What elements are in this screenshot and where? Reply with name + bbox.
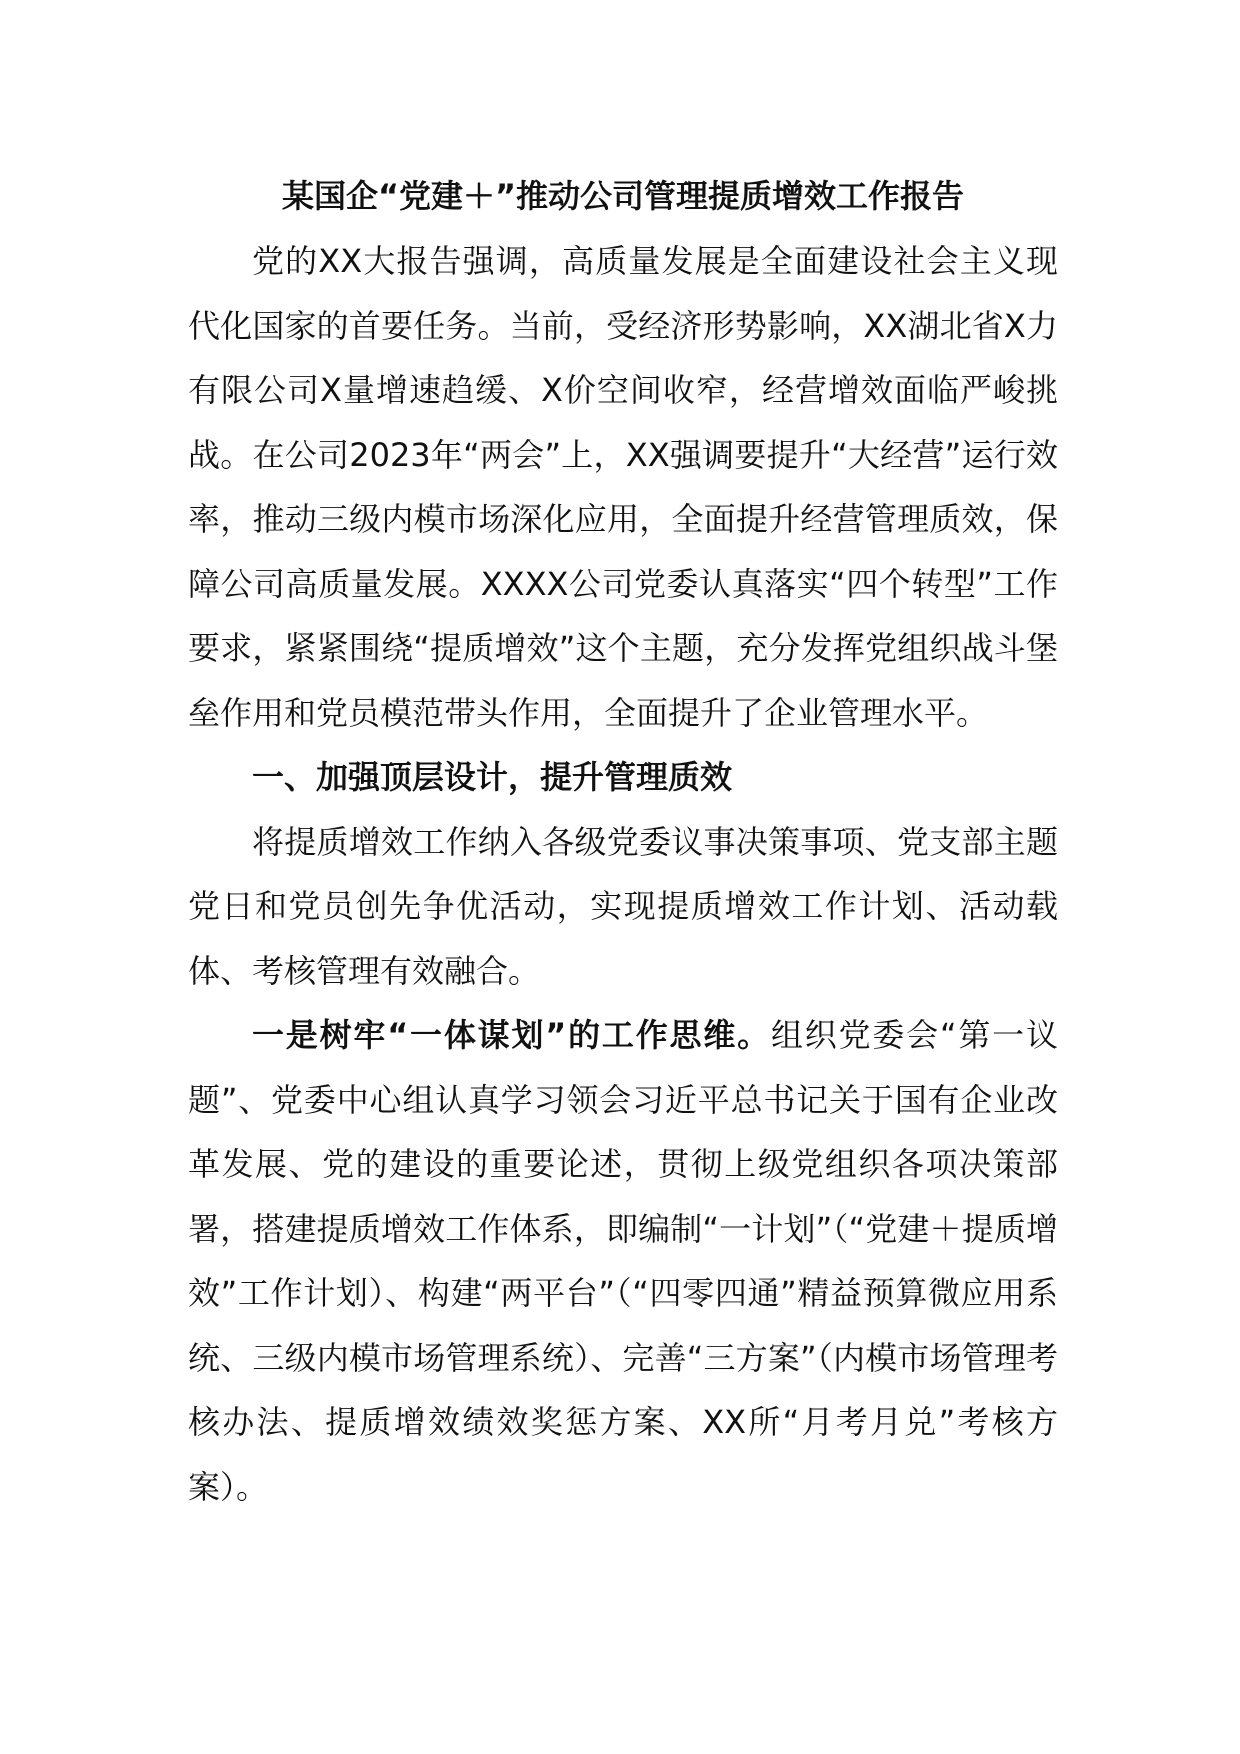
point-lead: 一是树牢“一体谋划”的工作思维。	[252, 1016, 771, 1054]
point-paragraph	[188, 1003, 1058, 1519]
section-body-paragraph: 将提质增效工作纳入各级党委议事决策事项、党支部主题党日和党员创先争优活动，实现提质增效工作计划、活动载体、考核管理有效融合。	[188, 822, 1058, 990]
point-body: 组织党委会“第一议题”、党委中心组认真学习领会习近平总书记关于国有企业改革发展、党的建设的重要论述，贯彻上级党组织各项决策部署，搭建提质增效工作体系，即编制“一计划”（“党建＋提质增效”工作计划）、构建“两平台”（“四零四通”精益预算微应用系统、三级内模市场管理系统）、完善“三方案”（内模市场管理考核办法、提质增效绩效奖惩方案、XX所“月考月兑”考核方案）。	[188, 1016, 1058, 1506]
document-page	[188, 164, 1058, 1519]
intro-paragraph: 党的XX大报告强调，高质量发展是全面建设社会主义现代化国家的首要任务。当前，受经济形势影响，XX湖北省X力有限公司X量增速趋缓、X价空间收窄，经营增效面临严峻挑战。在公司2023年“两会”上，XX强调要提升“大经营”运行效率，推动三级内模市场深化应用，全面提升经营管理质效，保障公司高质量发展。XXXX公司党委认真落实“四个转型”工作要求，紧紧围绕“提质增效”这个主题，充分发挥党组织战斗堡垒作用和党员模范带头作用，全面提升了企业管理水平。	[188, 242, 1058, 732]
document-title: 某国企“党建＋”推动公司管理提质增效工作报告	[281, 177, 965, 215]
section-heading: 一、加强顶层设计，提升管理质效	[252, 758, 733, 796]
